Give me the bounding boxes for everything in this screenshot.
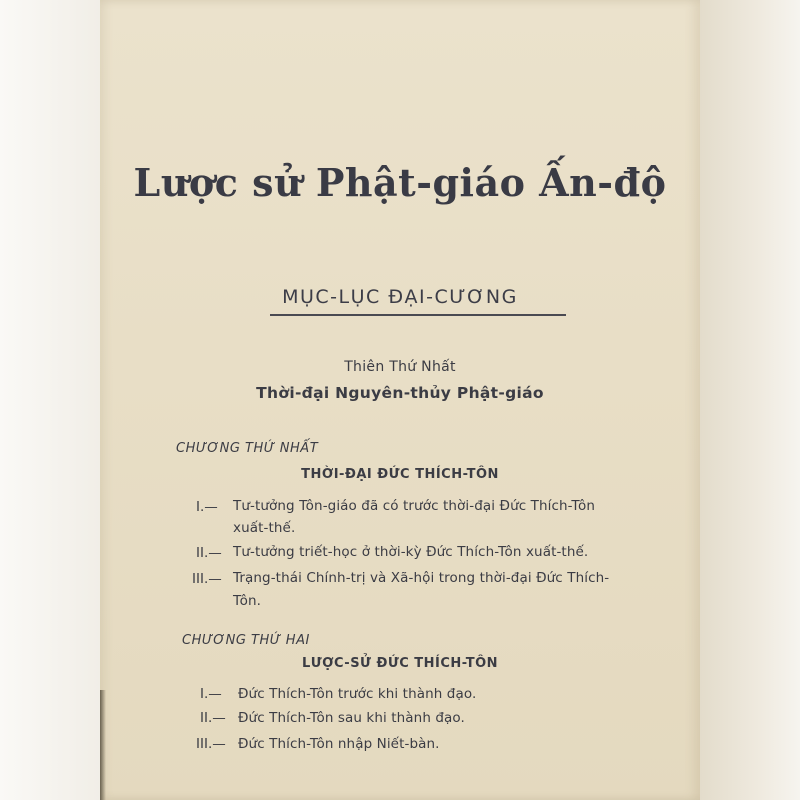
chapter-1-item-3-line-2: Tôn. [233,593,261,609]
chapter-2-title: LƯỢC-SỬ ĐỨC THÍCH-TÔN [301,656,499,671]
chapter-2-item-3-line-1: Đức Thích-Tôn nhập Niết-bàn. [238,736,440,752]
chapter-1-item-1-line-2: xuất-thế. [233,520,296,536]
page-title: Lược sử Phật-giáo Ấn-độ [133,160,667,205]
chapter-2-item-3-number: III.— [196,736,226,752]
part-title: Thời-đại Nguyên-thủy Phật-giáo [256,384,544,402]
chapter-2-item-2-number: II.— [200,710,226,726]
chapter-1-item-3-number: III.— [192,571,222,587]
chapter-2-item-1-line-1: Đức Thích-Tôn trước khi thành đạo. [238,686,477,702]
chapter-1-item-1-line-1: Tư-tưởng Tôn-giáo đã có trước thời-đại Đức Thích-Tôn [233,498,595,514]
background-right [700,0,800,800]
chapter-1-item-2-line-1: Tư-tưởng triết-học ở thời-kỳ Đức Thích-Tôn xuất-thế. [233,544,589,560]
page-edge-shadow [100,690,106,800]
chapter-2-label: CHƯƠNG THỨ HAI [182,633,310,648]
book-page [100,0,700,800]
chapter-1-item-1-number: I.— [196,499,218,515]
chapter-1-item-2-number: II.— [196,545,222,561]
chapter-1-item-3-line-1: Trạng-thái Chính-trị và Xã-hội trong thời-đại Đức Thích- [233,570,610,586]
chapter-2-item-2-line-1: Đức Thích-Tôn sau khi thành đạo. [238,710,465,726]
chapter-1-title: THỜI-ĐẠI ĐỨC THÍCH-TÔN [301,467,499,482]
chapter-2-item-1-number: I.— [200,686,222,702]
contents-heading: MỤC-LỤC ĐẠI-CƯƠNG [282,286,518,308]
part-label: Thiên Thứ Nhất [344,359,456,375]
chapter-1-label: CHƯƠNG THỨ NHẤT [176,441,319,456]
background-left [0,0,100,800]
contents-heading-underline [270,314,566,316]
